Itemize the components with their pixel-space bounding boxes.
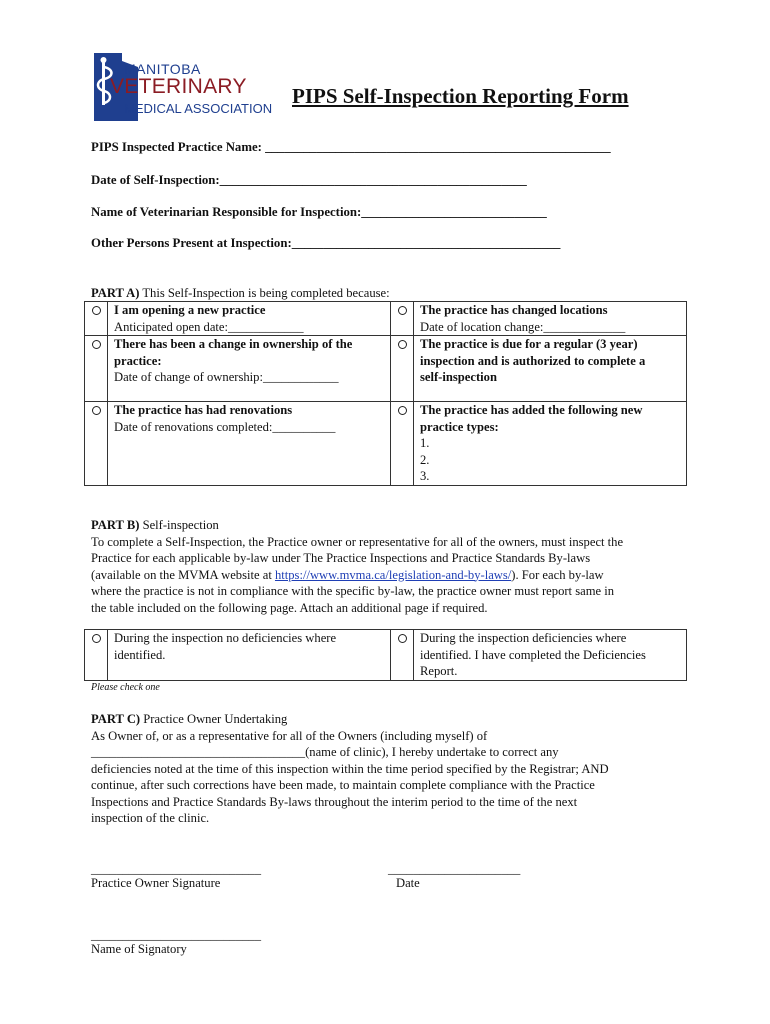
signatory-name-label: Name of Signatory (91, 942, 187, 956)
radio-new-practice[interactable] (85, 302, 108, 336)
part-a-heading-text: This Self-Inspection is being completed because: (139, 286, 390, 300)
part-c-line4: continue, after such corrections have been made, to maintain complete compliance with the Practice (91, 778, 595, 792)
part-c-line5: Inspections and Practice Standards By-laws throughout the interim period to the time of the next (91, 794, 578, 809)
logo-veterinary: VETERINARY (110, 75, 247, 98)
radio-ownership-change[interactable] (85, 336, 108, 402)
part-b-heading-text: Self-inspection (139, 518, 219, 532)
practice-type-2[interactable]: 2. (420, 452, 430, 467)
owner-signature-label: Practice Owner Signature (91, 876, 221, 890)
ownership-title-line1: There has been a change in ownership of the (114, 337, 353, 351)
option-regular-inspection (414, 336, 687, 402)
practice-type-1[interactable]: 1. (420, 436, 430, 450)
option-no-deficiencies (108, 630, 391, 681)
radio-changed-locations[interactable] (391, 302, 414, 336)
radio-circle-icon (92, 340, 101, 349)
date-signature-line[interactable]: _____________________ (388, 862, 521, 876)
clinic-name-field[interactable]: __________________________________(name of clinic), I hereby undertake to correct any (91, 745, 559, 759)
option-ownership-change (108, 336, 391, 402)
radio-regular-inspection[interactable] (391, 336, 414, 402)
part-a-options-table (84, 301, 687, 486)
form-title: PIPS Self-Inspection Reporting Form (292, 84, 629, 108)
radio-deficiencies[interactable] (391, 630, 414, 681)
new-practice-date[interactable]: Anticipated open date:____________ (114, 319, 304, 334)
part-b-line5: the table included on the following page. Attach an additional page if required. (91, 600, 488, 615)
regular-line3: self-inspection (420, 370, 497, 384)
part-b-line3-pre: (available on the MVMA website at (91, 567, 275, 582)
radio-circle-icon (92, 306, 101, 315)
practice-type-3[interactable]: 3. (420, 469, 430, 483)
renovations-date[interactable]: Date of renovations completed:__________ (114, 419, 336, 434)
no-deficiencies-line2: identified. (114, 647, 166, 662)
date-signature-label: Date (396, 876, 420, 890)
ownership-title-line2: practice: (114, 353, 162, 368)
part-b-options-table (84, 629, 687, 681)
deficiencies-line2: identified. I have completed the Deficiencies (420, 647, 646, 662)
practice-name-field[interactable]: PIPS Inspected Practice Name: ______________________________________________________ (91, 140, 611, 154)
owner-signature-line[interactable]: ___________________________ (91, 862, 262, 876)
radio-no-deficiencies[interactable] (85, 630, 108, 681)
part-b-section (91, 517, 681, 616)
part-c-label: PART C) (91, 712, 141, 726)
part-b-line4: where the practice is not in compliance with the specific by-law, the practice owner must report same in (91, 584, 615, 598)
radio-circle-icon (398, 406, 407, 415)
part-c-line6: inspection of the clinic. (91, 811, 210, 825)
regular-line1: The practice is due for a regular (3 year) (420, 337, 638, 351)
radio-new-practice-types[interactable] (391, 402, 414, 486)
part-c-section (91, 711, 681, 827)
option-new-practice-types (414, 402, 687, 486)
part-c-line1: As Owner of, or as a representative for all of the Owners (including myself) of (91, 728, 488, 743)
part-b-line1: To complete a Self-Inspection, the Practice owner or representative for all of the owners, must inspect the (91, 534, 624, 549)
part-a-label: PART A) (91, 286, 140, 300)
regular-line2: inspection and is authorized to complete a (420, 353, 646, 368)
date-field[interactable]: Date of Self-Inspection:________________________________________________ (91, 173, 527, 187)
deficiencies-line3: Report. (420, 664, 458, 678)
radio-circle-icon (398, 340, 407, 349)
types-line2: practice types: (420, 419, 499, 434)
part-c-line3: deficiencies noted at the time of this inspection within the time period specified by the Registrar; AND (91, 761, 609, 776)
radio-renovations[interactable] (85, 402, 108, 486)
radio-circle-icon (398, 634, 407, 643)
location-change-date[interactable]: Date of location change:_____________ (420, 319, 626, 334)
other-persons-field[interactable]: Other Persons Present at Inspection:__________________________________________ (91, 236, 561, 250)
option-changed-locations (414, 302, 687, 336)
no-deficiencies-line1: During the inspection no deficiencies where (114, 631, 337, 645)
new-practice-title: I am opening a new practice (114, 303, 266, 317)
vet-responsible-field[interactable]: Name of Veterinarian Responsible for Inspection:_____________________________ (91, 205, 547, 219)
part-b-line2: Practice for each applicable by-law under The Practice Inspections and Practice Standards By-laws (91, 551, 591, 565)
part-c-heading-text: Practice Owner Undertaking (140, 712, 288, 726)
renovations-title: The practice has had renovations (114, 403, 293, 417)
radio-circle-icon (92, 406, 101, 415)
radio-circle-icon (92, 634, 101, 643)
ownership-change-date[interactable]: Date of change of ownership:____________ (114, 370, 339, 384)
option-deficiencies (414, 630, 687, 681)
deficiencies-line1: During the inspection deficiencies where (420, 631, 627, 645)
part-a-heading (91, 286, 390, 301)
logo-association: MEDICAL ASSOCIATION (124, 101, 273, 116)
option-renovations (108, 402, 391, 486)
mvma-bylaws-link[interactable]: https://www.mvma.ca/legislation-and-by-laws/ (274, 567, 512, 582)
part-b-line3-post: ). For each by-law (511, 567, 604, 582)
changed-locations-title: The practice has changed locations (420, 303, 608, 317)
check-one-note: Please check one (91, 682, 160, 693)
signatory-name-line[interactable]: ___________________________ (91, 928, 262, 942)
radio-circle-icon (398, 306, 407, 315)
option-new-practice (108, 302, 391, 336)
part-b-line3 (91, 567, 681, 584)
part-b-label: PART B) (91, 518, 140, 532)
mvma-logo (92, 51, 272, 123)
types-line1: The practice has added the following new (420, 403, 643, 417)
logo-manitoba: MANITOBA (124, 61, 201, 77)
